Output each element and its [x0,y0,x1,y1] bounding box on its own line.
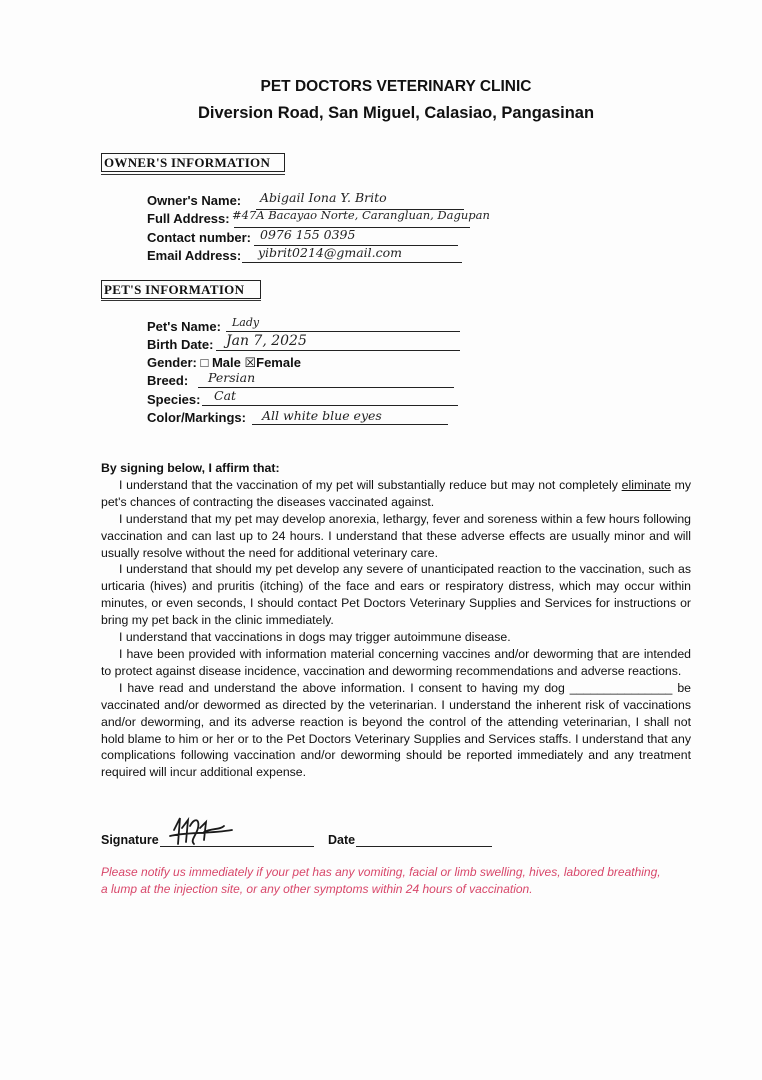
pet-name-label: Pet's Name: [147,319,221,334]
owner-section-title: OWNER'S INFORMATION [101,153,285,172]
affirmation-paragraph: I understand that my pet may develop anorexia, lethargy, fever and soreness within a few hours following vaccination and can last up to 24 hours. I understand that these adverse effects are usually minor and will usually resolve without the need for additional veterinary care. [101,511,691,560]
male-option-label: Male [211,355,241,370]
affirmation-lead: By signing below, I affirm that: [101,461,280,475]
female-checkbox-checked[interactable]: ☒ [244,355,257,370]
breed-value[interactable]: Persian [208,370,256,385]
affirmation-paragraph: I have been provided with information material concerning vaccines and/or deworming that are intended to protect against disease incidence, vaccination and deworming recommendations and adverse reactions. [101,646,691,678]
gender-field [147,355,301,371]
species-value[interactable]: Cat [214,388,237,403]
owner-name-value[interactable]: Abigail Iona Y. Brito [260,190,387,205]
species-line [202,405,458,406]
affirmation-paragraph: I understand that the vaccination of my pet will substantially reduce but may not completely eliminate my pet's chances of contracting the diseases vaccinated against. [101,477,692,509]
breed-line [198,387,454,388]
email-address-value[interactable]: yibrit0214@gmail.com [258,245,403,260]
clinic-name: PET DOCTORS VETERINARY CLINIC [260,78,532,95]
affirmation-paragraph: I understand that vaccinations in dogs may trigger autoimmune disease. [119,630,511,645]
full-address-value[interactable]: #47A Bacayao Norte, Carangluan, Dagupan [232,208,490,222]
date-label: Date [328,833,356,847]
section-underline [101,174,285,175]
birth-date-value[interactable]: Jan 7, 2025 [226,333,307,349]
birth-date-line [216,350,460,351]
female-option-label: Female [256,355,301,370]
email-address-line [242,262,462,263]
pet-section-title: PET'S INFORMATION [101,280,261,299]
species-label: Species: [147,392,201,407]
clinic-address: Diversion Road, San Miguel, Calasiao, Pangasinan [197,104,595,122]
post-vaccination-notice: Please notify us immediately if your pet has any vomiting, facial or limb swelling, hives, labored breathing, a lump at the injection site, or any other symptoms within 24 hours of vaccination. [101,865,661,896]
date-line[interactable] [356,846,492,847]
color-markings-label: Color/Markings: [147,410,246,425]
breed-label: Breed: [147,373,189,388]
consent-paragraph: I have read and understand the above information. I consent to having my dog _______________ be vaccinated and/or dewormed as directed by the veterinarian. I understand the inherent risk of vaccinations and/or deworming, and its adverse reaction is beyond the control of the attending veterinarian, I shall not hold blame to him or her or to the Pet Doctors Veterinary Supplies and Services staffs. I understand that any complications following vaccination and/or deworming should be reported immediately and any treatment required will incur additional expense. [101,680,691,780]
section-underline [101,300,261,301]
signature-label: Signature [101,833,159,847]
pet-name-value[interactable]: Lady [232,316,260,329]
color-markings-line [252,424,448,425]
full-address-label: Full Address: [147,211,230,226]
contact-number-label: Contact number: [147,230,251,245]
contact-number-value[interactable]: 0976 155 0395 [260,227,356,242]
owner-name-label: Owner's Name: [147,193,242,208]
email-address-label: Email Address: [147,248,242,263]
affirmation-text [101,460,691,781]
handwritten-signature [160,814,240,852]
birth-date-label: Birth Date: [147,337,214,352]
affirmation-paragraph: I understand that should my pet develop any severe of unanticipated reaction to the vaccination, such as urticaria (hives) and pruritis (itching) of the face and ears or respiratory distress, which may occur within minutes, or even seconds, I should contact Pet Doctors Veterinary Supplies and Services for instructions or bring my pet back in the clinic immediately. [101,562,691,628]
pet-name-line [226,331,460,332]
gender-label: Gender: [147,355,197,370]
male-checkbox[interactable]: □ [200,355,209,370]
color-markings-value[interactable]: All white blue eyes [262,408,382,423]
